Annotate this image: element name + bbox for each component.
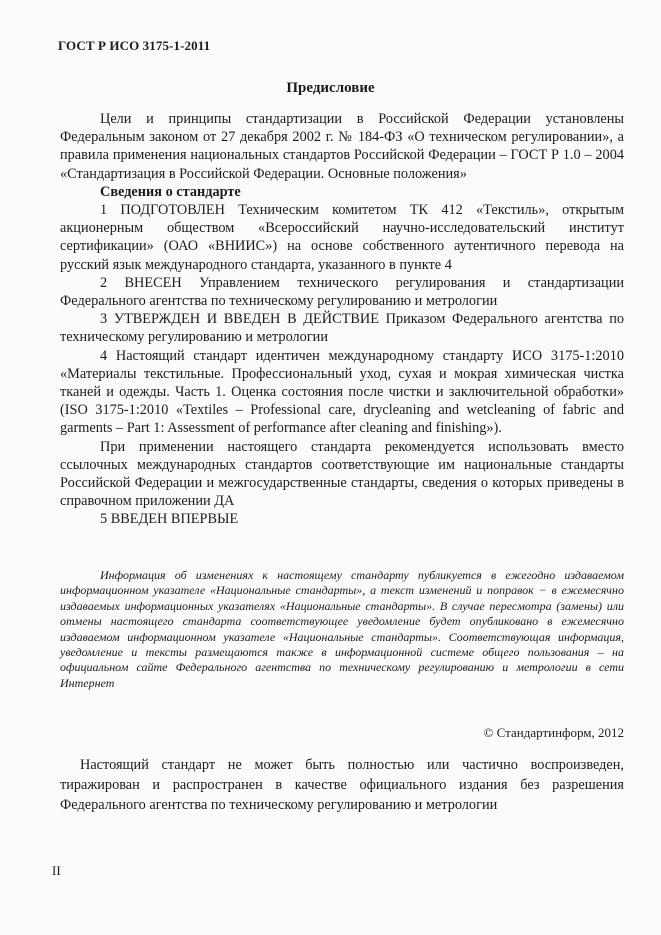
- reproduction-notice-text: Настоящий стандарт не может быть полностью или частично воспроизведен, тиражирован и распространен в качестве официального издания без разрешения Федерального агентства по техническому регулированию и метрологии: [60, 757, 624, 813]
- item-2-submitted: 2 ВНЕСЕН Управлением технического регулирования и стандартизации Федерального агентства по техническому регулированию и метрологии: [60, 274, 624, 310]
- item-4-identical: 4 Настоящий стандарт идентичен международному стандарту ИСО 3175-1:2010 «Материалы текстильные. Профессиональный уход, сухая и мокрая химическая чистка тканей и одежды. Часть 1. Оценка состояния после чистки и заключительной обработки» (ISO 3175-1:2010 «Textiles – Professional care, drycleaning and wetcleaning of fabric and garments – Part 1: Assessment of performance after cleaning and finishing»).: [60, 347, 624, 437]
- changes-info-text: Информация об изменениях к настоящему стандарту публикуется в ежегодно издаваемом информационном указателе «Национальные стандарты», а текст изменений и поправок − в ежемесячно издаваемых информационных указателях «Национальные стандарты». В случае пересмотра (замены) или отмены настоящего стандарта соответствующее уведомление будет опубликовано в ежемесячно издаваемом информационном указателе «Национальные стандарты». Соответствующая информация, уведомление и тексты размещаются также в информационной системе общего пользования – на официальном сайте Федерального агентства по техническому регулированию и метрологии в сети Интернет: [60, 568, 624, 690]
- standard-info-subtitle: Сведения о стандарте: [100, 183, 241, 200]
- page-number: II: [52, 863, 61, 878]
- item-4-note: При применении настоящего стандарта рекомендуется использовать вместо ссылочных международных стандартов соответствующие им национальные стандарты Российской Федерации и межгосударственные стандарты, сведения о которых приведены в справочном приложении ДА: [60, 438, 624, 510]
- item-3-approved: 3 УТВЕРЖДЕН И ВВЕДЕН В ДЕЙСТВИЕ Приказом Федерального агентства по техническому регулированию и метрологии: [60, 311, 624, 346]
- preface-title: Предисловие: [286, 80, 375, 96]
- item-5-introduced: 5 ВВЕДЕН ВПЕРВЫЕ: [100, 511, 239, 528]
- copyright: © Стандартинформ, 2012: [483, 725, 624, 740]
- preface-body: [60, 110, 624, 529]
- item-1-prepared: 1 ПОДГОТОВЛЕН Техническим комитетом ТК 412 «Текстиль», открытым акционерным обществом «Всероссийский научно-исследовательский институт сертификации» (ОАО «ВНИИС») на основе собственного аутентичного перевода на русский язык международного стандарта, указанного в пункте 4: [60, 202, 624, 273]
- preface-intro: Цели и принципы стандартизации в Российской Федерации установлены Федеральным законом от 27 декабря 2002 г. № 184-ФЗ «О техническом регулировании», а правила применения национальных стандартов Российской Федерации – ГОСТ Р 1.0 – 2004 «Стандартизация в Российской Федерации. Основные положения»: [60, 111, 624, 182]
- reproduction-notice: [60, 755, 624, 815]
- page-header-standard-code: ГОСТ Р ИСО 3175-1-2011: [58, 38, 211, 53]
- changes-info-notice: [60, 568, 624, 691]
